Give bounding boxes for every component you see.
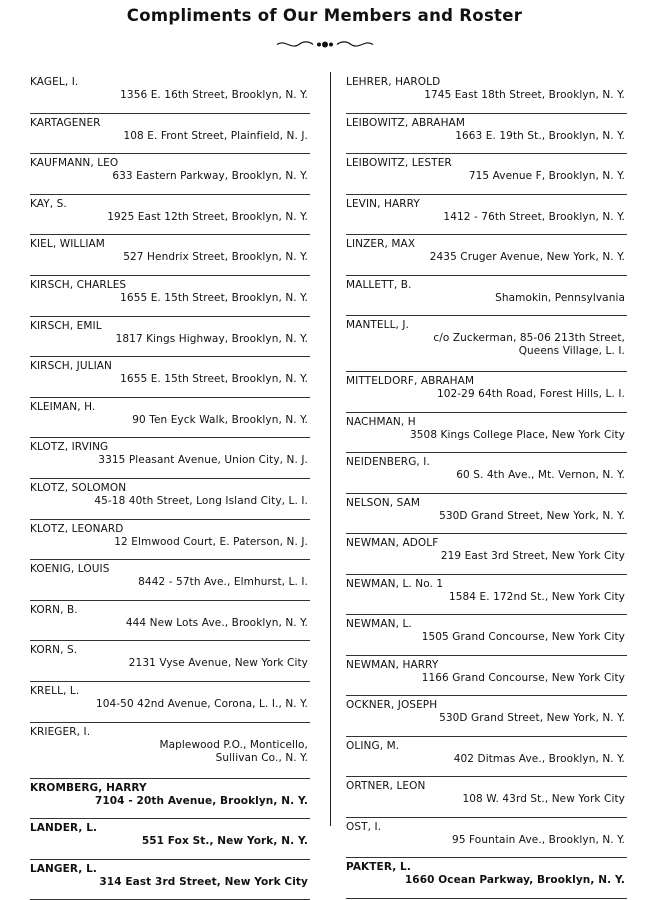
- member-name: KRIEGER, I.: [30, 725, 91, 738]
- roster-entry: [30, 117, 310, 155]
- member-name: PAKTER, L.: [346, 861, 411, 873]
- member-name: OCKNER, JOSEPH: [346, 699, 438, 711]
- member-address: 90 Ten Eyck Walk, Brooklyn, N. Y.: [132, 413, 308, 426]
- member-name: NEIDENBERG, I.: [346, 456, 430, 468]
- roster-entry: [30, 644, 310, 682]
- roster-entry: [30, 863, 310, 900]
- member-name: KORN, S.: [30, 644, 78, 657]
- member-name: LEIBOWITZ, LESTER: [346, 157, 452, 169]
- member-name: NEWMAN, L.: [346, 618, 412, 630]
- roster-entry: [30, 822, 310, 860]
- roster-entry: [346, 659, 627, 697]
- member-name: KIRSCH, JULIAN: [30, 360, 113, 373]
- roster-entry: [30, 320, 310, 358]
- member-address: Shamokin, Pennsylvania: [495, 291, 625, 304]
- roster-entry: [30, 563, 310, 601]
- roster-entry: [346, 699, 627, 737]
- roster-entry: [346, 157, 627, 195]
- member-name: KIRSCH, EMIL: [30, 319, 102, 332]
- member-address: 1925 East 12th Street, Brooklyn, N. Y.: [107, 210, 308, 223]
- roster-entry: [30, 782, 310, 820]
- roster-entry: [30, 604, 310, 642]
- roster-entry: [30, 482, 310, 520]
- member-name: MALLETT, B.: [346, 278, 412, 291]
- roster-entry: [30, 401, 310, 439]
- member-address: 95 Fountain Ave., Brooklyn, N. Y.: [452, 833, 625, 846]
- member-name: KLOTZ, IRVING: [30, 441, 109, 454]
- roster-entry: [346, 279, 627, 317]
- member-address: 314 East 3rd Street, New York City: [99, 875, 308, 888]
- member-address: 2131 Vyse Avenue, New York City: [128, 657, 308, 670]
- roster-entry: [30, 523, 310, 561]
- member-address: 527 Hendrix Street, Brooklyn, N. Y.: [123, 251, 308, 264]
- member-name: LANGER, L.: [30, 862, 97, 875]
- member-address: Sullivan Co., N. Y.: [215, 751, 308, 764]
- member-name: KAY, S.: [30, 197, 67, 210]
- member-name: NEWMAN, L. No. 1: [346, 577, 444, 590]
- roster-entry: [30, 157, 310, 195]
- member-address: 1412 - 76th Street, Brooklyn, N. Y.: [443, 210, 625, 223]
- roster-entry: [346, 198, 627, 236]
- member-address: 402 Ditmas Ave., Brooklyn, N. Y.: [453, 752, 625, 765]
- member-address: 1817 Kings Highway, Brooklyn, N. Y.: [115, 332, 308, 345]
- roster-entry: [346, 319, 627, 372]
- member-name: LINZER, MAX: [346, 238, 416, 250]
- roster-entry: [30, 685, 310, 723]
- member-name: KLEIMAN, H.: [30, 400, 96, 413]
- ornament-divider: [0, 39, 649, 52]
- member-address: 1663 E. 19th St., Brooklyn, N. Y.: [455, 129, 625, 142]
- column-divider: [330, 72, 331, 826]
- member-address: 1655 E. 15th Street, Brooklyn, N. Y.: [120, 373, 308, 386]
- member-address: 45-18 40th Street, Long Island City, L. I.: [94, 494, 308, 507]
- member-address: 1584 E. 172nd St., New York City: [448, 590, 625, 603]
- roster-entry: [346, 821, 627, 859]
- member-address: 12 Elmwood Court, E. Paterson, N. J.: [114, 535, 308, 548]
- roster-entry: [346, 578, 627, 616]
- roster-entry: [30, 238, 310, 276]
- member-name: KIEL, WILLIAM: [30, 238, 105, 251]
- roster-entry: [346, 238, 627, 276]
- member-address: 1745 East 18th Street, Brooklyn, N. Y.: [424, 89, 625, 101]
- member-address: Maplewood P.O., Monticello,: [159, 738, 308, 751]
- roster-entry: [346, 416, 627, 454]
- roster-entry: [346, 740, 627, 778]
- member-name: MANTELL, J.: [346, 319, 410, 331]
- roster-entry: [30, 76, 310, 114]
- member-address: 219 East 3rd Street, New York City: [440, 550, 625, 562]
- member-address: 1655 E. 15th Street, Brooklyn, N. Y.: [120, 291, 308, 304]
- member-address: 1356 E. 16th Street, Brooklyn, N. Y.: [120, 89, 308, 101]
- member-name: LEHRER, HAROLD: [346, 76, 441, 88]
- roster-entry: [346, 76, 627, 114]
- member-address: 444 New Lots Ave., Brooklyn, N. Y.: [125, 616, 308, 629]
- member-address: 3508 Kings College Place, New York City: [410, 428, 625, 441]
- member-name: OLING, M.: [346, 739, 400, 752]
- page-title: Compliments of Our Members and Roster: [126, 6, 523, 25]
- member-name: NEWMAN, HARRY: [346, 658, 439, 671]
- roster-entry: [30, 198, 310, 236]
- member-address: 8442 - 57th Ave., Elmhurst, L. I.: [138, 576, 308, 589]
- member-name: KAGEL, I.: [30, 76, 79, 88]
- member-name: NELSON, SAM: [346, 496, 421, 509]
- roster-entry: [30, 441, 310, 479]
- member-address: 102-29 64th Road, Forest Hills, L. I.: [436, 388, 625, 400]
- member-name: KIRSCH, CHARLES: [30, 278, 127, 291]
- roster-entry: [30, 279, 310, 317]
- member-name: NEWMAN, ADOLF: [346, 537, 439, 549]
- member-address: 715 Avenue F, Brooklyn, N. Y.: [468, 170, 625, 182]
- member-address: 104-50 42nd Avenue, Corona, L. I., N. Y.: [95, 697, 308, 710]
- member-address: 1660 Ocean Parkway, Brooklyn, N. Y.: [404, 874, 625, 886]
- member-address: 551 Fox St., New York, N. Y.: [141, 835, 308, 848]
- roster-entry: [346, 618, 627, 656]
- member-address: 1166 Grand Concourse, New York City: [421, 671, 625, 684]
- roster-entry: [346, 117, 627, 155]
- roster-entry: [346, 497, 627, 535]
- member-name: KAUFMANN, LEO: [30, 157, 119, 170]
- member-address: 7104 - 20th Avenue, Brooklyn, N. Y.: [94, 794, 308, 807]
- member-name: KLOTZ, LEONARD: [30, 522, 124, 535]
- member-address: 108 W. 43rd St., New York City: [462, 793, 625, 805]
- member-name: KLOTZ, SOLOMON: [30, 481, 127, 494]
- member-address: 530D Grand Street, New York, N. Y.: [439, 712, 625, 724]
- member-address: 108 E. Front Street, Plainfield, N. J.: [123, 129, 308, 142]
- roster-entry: [30, 726, 310, 779]
- member-name: LEVIN, HARRY: [346, 197, 420, 210]
- roster-entry: [30, 360, 310, 398]
- member-address: 633 Eastern Parkway, Brooklyn, N. Y.: [112, 170, 308, 183]
- member-name: KROMBERG, HARRY: [30, 781, 147, 794]
- roster-entry: [346, 780, 627, 818]
- roster-entry: [346, 456, 627, 494]
- member-name: OST, I.: [346, 820, 382, 833]
- member-name: LANDER, L.: [30, 822, 98, 835]
- ornament-icon: [275, 39, 375, 50]
- member-address: Queens Village, L. I.: [518, 345, 625, 357]
- roster-column-right: [346, 73, 627, 899]
- member-name: MITTELDORF, ABRAHAM: [346, 375, 475, 387]
- member-name: NACHMAN, H: [346, 415, 416, 428]
- roster-entry: [346, 375, 627, 413]
- member-name: LEIBOWITZ, ABRAHAM: [346, 116, 466, 129]
- member-address: 2435 Cruger Avenue, New York, N. Y.: [429, 251, 625, 263]
- member-address: 530D Grand Street, New York, N. Y.: [439, 509, 625, 522]
- roster-entry: [346, 537, 627, 575]
- member-name: ORTNER, LEON: [346, 780, 426, 792]
- member-address: 60 S. 4th Ave., Mt. Vernon, N. Y.: [456, 469, 625, 481]
- member-name: KRELL, L.: [30, 684, 80, 697]
- member-name: KORN, B.: [30, 603, 78, 616]
- roster-column-left: [30, 73, 310, 900]
- member-address: c/o Zuckerman, 85-06 213th Street,: [433, 332, 625, 344]
- roster-entry: [346, 861, 627, 899]
- member-address: 1505 Grand Concourse, New York City: [421, 631, 625, 643]
- member-name: KOENIG, LOUIS: [30, 563, 110, 576]
- member-address: 3315 Pleasant Avenue, Union City, N. J.: [98, 454, 308, 467]
- member-name: KARTAGENER: [30, 116, 101, 129]
